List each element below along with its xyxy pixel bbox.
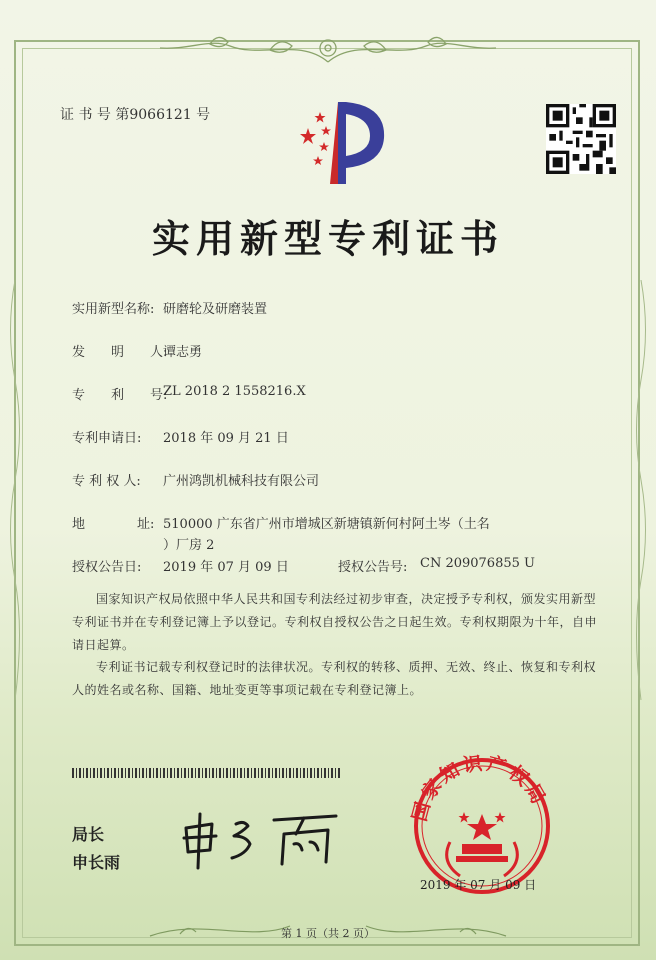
address-value-line2: ）厂房 2 (163, 538, 215, 553)
left-ornament (4, 280, 26, 700)
grant-number-label: 授权公告号: (338, 560, 408, 575)
page-number: 第 1 页（共 2 页） (281, 927, 375, 940)
cnipa-logo-icon (286, 98, 390, 188)
inventor-label: 发 明 人: (72, 345, 168, 360)
certificate-number: 证 书 号 第9066121 号 (60, 107, 211, 123)
grant-date-label: 授权公告日: (72, 560, 142, 575)
patentee-value: 广州鸿凯机械科技有限公司 (163, 474, 320, 489)
qr-code-icon (546, 104, 616, 174)
patent-number-value: ZL 2018 2 1558216.X (163, 384, 306, 399)
application-date-value: 2018 年 09 月 21 日 (163, 431, 289, 446)
patent-number-label: 专 利 号: (72, 388, 168, 403)
handwritten-signature (176, 806, 346, 872)
address-label: 地 址: (72, 517, 155, 532)
address-value-line1: 510000 广东省广州市增城区新塘镇新何村阿土岑（土名 (163, 517, 490, 532)
grant-number-value: CN 209076855 U (420, 556, 535, 571)
application-date-label: 专利申请日: (72, 431, 142, 446)
right-ornament (630, 280, 652, 700)
patentee-label: 专 利 权 人: (72, 474, 141, 489)
seal-lettering (409, 752, 551, 824)
signatory-name: 申长雨 (72, 853, 121, 872)
seal-date: 2019 年 07 月 09 日 (420, 878, 537, 892)
utility-model-name-label: 实用新型名称: (72, 302, 155, 317)
official-seal (402, 752, 562, 894)
legal-status-paragraph: 专利证书记载专利权登记时的法律状况。专利权的转移、质押、无效、终止、恢复和专利权人的姓名或名称、国籍、地址变更等事项记载在专利登记簿上。 (72, 660, 597, 697)
barcode (72, 768, 340, 778)
utility-model-name-value: 研磨轮及研磨装置 (163, 302, 268, 317)
grant-statement-paragraph: 国家知识产权局依照中华人民共和国专利法经过初步审查，决定授予专利权，颁发实用新型专利证书并在专利登记簿上予以登记。专利权自授权公告之日起生效。专利权期限为十年，自申请日起算。 (72, 592, 598, 652)
seal-text: 国家知识产权局 (408, 752, 551, 824)
top-ornament (150, 28, 506, 68)
signatory-title: 局长 (72, 825, 105, 844)
grant-date-value: 2019 年 07 月 09 日 (163, 560, 289, 575)
certificate-title: 实用新型专利证书 (151, 216, 504, 261)
inventor-value: 谭志勇 (163, 345, 203, 360)
